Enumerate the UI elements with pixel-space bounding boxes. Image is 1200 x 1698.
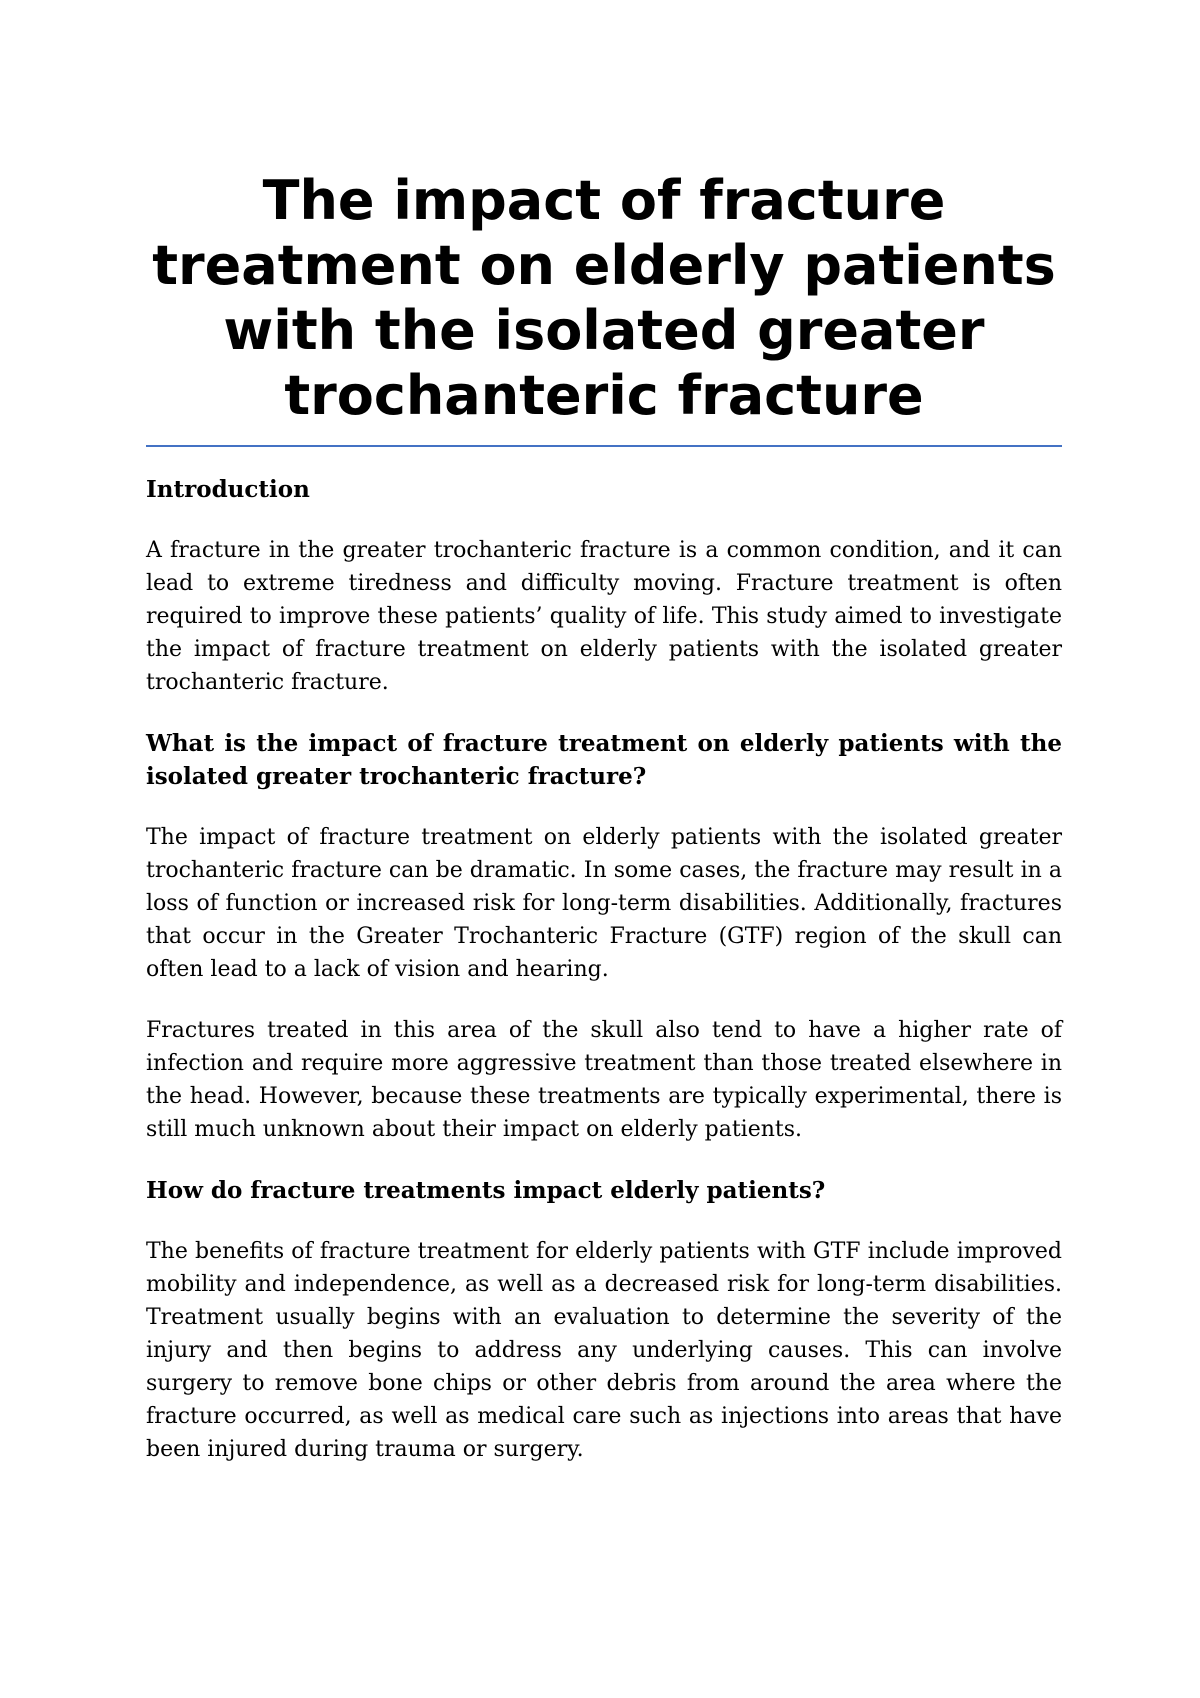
document-title: The impact of fracture treatment on elderly patients with the isolated greater trochanteric fracture <box>152 169 1056 427</box>
paragraph-benefits: The benefits of fracture treatment for elderly patients with GTF include improved mobility and independence, as well as a decreased risk for long-term disabilities. Treatment usually begins with an evaluation to determine the severity of the injury and then begins to address any underlying causes. This can involve surgery to remove bone chips or other debris from around the area where the fracture occurred, as well as medical care such as injections into areas that have been injured during trauma or surgery. <box>146 1239 1062 1462</box>
paragraph-impact-2: Fractures treated in this area of the skull also tend to have a higher rate of infection and require more aggressive treatment than those treated elsewhere in the head. However, because these treatments are typically experimental, there is still much unknown about their impact on elderly patients. <box>146 1018 1062 1142</box>
title-divider <box>146 445 1062 447</box>
document-body <box>146 168 1062 1466</box>
paragraph-introduction: A fracture in the greater trochanteric fracture is a common condition, and it can lead to extreme tiredness and difficulty moving. Fracture treatment is often required to improve these patients’ quality of life. This study aimed to investigate the impact of fracture treatment on elderly patients with the isolated greater trochanteric fracture. <box>146 538 1062 695</box>
section-heading-impact-question: What is the impact of fracture treatment on elderly patients with the isolated greater trochanteric fracture? <box>146 730 1062 790</box>
paragraph-impact-1: The impact of fracture treatment on elderly patients with the isolated greater trochanteric fracture can be dramatic. In some cases, the fracture may result in a loss of function or increased risk for long-term disabilities. Additionally, fractures that occur in the Greater Trochanteric Fracture (GTF) region of the skull can often lead to a lack of vision and hearing. <box>146 825 1062 982</box>
section-heading-introduction: Introduction <box>146 476 310 503</box>
section-heading-how-treatments-impact: How do fracture treatments impact elderly patients? <box>146 1177 826 1204</box>
